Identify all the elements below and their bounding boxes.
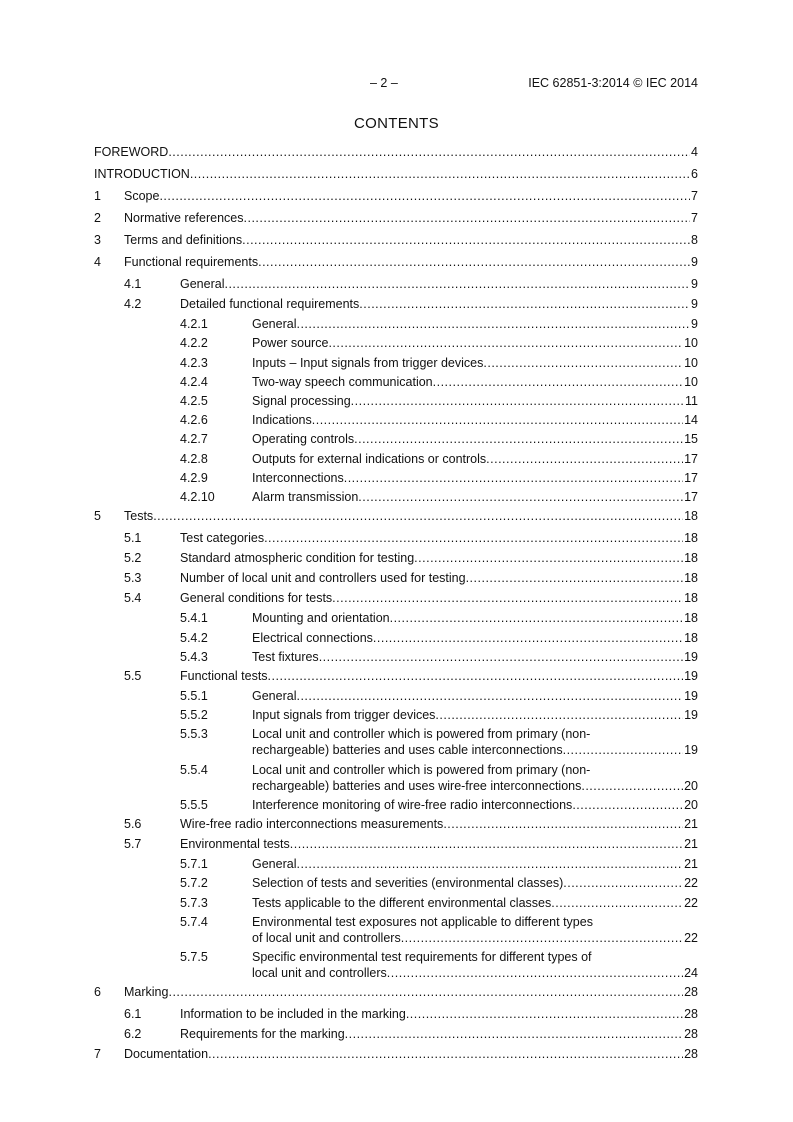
toc-entry-title: Environmental test exposures not applicable to different types — [252, 914, 593, 929]
toc-page-number: 19 — [684, 743, 698, 758]
toc-entry[interactable] — [94, 412, 698, 428]
toc-section-number: 4.2.4 — [180, 374, 208, 389]
toc-entry-title: General — [252, 317, 297, 332]
toc-dot-leader — [224, 276, 690, 292]
toc-entry-title: Number of local unit and controllers used for testing — [180, 571, 466, 586]
toc-section-number: 4.2.8 — [180, 451, 208, 466]
toc-entry-title: Indications — [252, 413, 312, 428]
toc-section-number: 4.2 — [124, 297, 142, 312]
toc-section-number: 6 — [94, 985, 101, 1000]
toc-entry-title: Inputs – Input signals from trigger devices — [252, 355, 484, 370]
toc-section-number: 2 — [94, 211, 101, 225]
toc-entry-title: Alarm transmission — [252, 489, 359, 504]
toc-page-number: 18 — [684, 531, 698, 546]
toc-entry-title: local unit and controllers — [252, 965, 387, 980]
toc-page-number: 19 — [684, 669, 698, 683]
toc-page-number: 6 — [691, 167, 698, 181]
toc-entry[interactable] — [94, 188, 698, 204]
toc-section-number: 5.7.1 — [180, 857, 208, 872]
toc-dot-leader — [159, 188, 690, 204]
toc-entry[interactable] — [94, 816, 698, 832]
toc-entry[interactable] — [94, 1006, 698, 1022]
toc-dot-leader — [572, 797, 683, 813]
toc-entry-title: General — [252, 857, 297, 872]
toc-page-number: 4 — [691, 145, 698, 159]
toc-entry[interactable] — [94, 166, 698, 182]
toc-entry[interactable] — [94, 914, 698, 946]
toc-page-number: 18 — [684, 551, 698, 566]
toc-section-number: 5.1 — [124, 531, 142, 546]
toc-dot-leader — [401, 930, 683, 946]
toc-dot-leader — [312, 412, 683, 428]
toc-dot-leader — [268, 668, 684, 684]
toc-entry[interactable] — [94, 489, 698, 505]
toc-dot-leader — [433, 374, 683, 390]
toc-entry-title: Interference monitoring of wire-free radio interconnections — [252, 797, 573, 812]
toc-section-number: 4.2.5 — [180, 393, 208, 408]
toc-section-number: 5.5.3 — [180, 727, 208, 742]
toc-entry[interactable] — [94, 316, 698, 332]
toc-page-number: 7 — [691, 189, 698, 203]
toc-entry-title: General — [252, 689, 297, 704]
toc-entry[interactable] — [94, 470, 698, 486]
toc-section-number: 5.3 — [124, 571, 142, 586]
toc-page-number: 18 — [684, 611, 698, 626]
toc-page-number: 28 — [684, 1027, 698, 1042]
toc-dot-leader — [296, 316, 690, 332]
toc-page-number: 15 — [684, 432, 698, 447]
toc-entry-title: Outputs for external indications or controls — [252, 451, 487, 466]
toc-page-number: 10 — [684, 355, 698, 370]
toc-entry[interactable] — [94, 1026, 698, 1042]
toc-entry-title: Test fixtures — [252, 649, 319, 664]
toc-dot-leader — [387, 965, 683, 981]
toc-section-number: 5.4.1 — [180, 611, 208, 626]
toc-entry-title: General conditions for tests — [180, 591, 333, 606]
toc-page-number: 20 — [684, 797, 698, 812]
toc-entry[interactable] — [94, 610, 698, 626]
toc-page-number: 17 — [684, 451, 698, 466]
toc-section-number: 5.5.2 — [180, 708, 208, 723]
toc-entry-title: Environmental tests — [180, 837, 290, 852]
toc-section-number: 4.2.3 — [180, 355, 208, 370]
toc-entry-title: Specific environmental test requirements for different types of — [252, 949, 592, 964]
toc-entry[interactable] — [94, 276, 698, 292]
toc-dot-leader — [290, 836, 683, 852]
toc-page-number: 19 — [684, 649, 698, 664]
toc-entry-title: Functional tests — [180, 669, 268, 683]
toc-entry[interactable] — [94, 570, 698, 586]
toc-entry[interactable] — [94, 797, 698, 813]
toc-entry-title: Mounting and orientation — [252, 611, 390, 626]
toc-entry[interactable] — [94, 355, 698, 371]
toc-dot-leader — [168, 144, 690, 160]
toc-section-number: 3 — [94, 233, 101, 247]
toc-page-number: 18 — [684, 630, 698, 645]
toc-entry[interactable] — [94, 856, 698, 872]
toc-entry[interactable] — [94, 688, 698, 704]
toc-page-number: 28 — [684, 1007, 698, 1022]
page-number: – 2 – — [370, 76, 398, 90]
toc-entry-title: Operating controls — [252, 432, 355, 447]
toc-entry-title: Interconnections — [252, 470, 344, 485]
table-of-contents — [94, 144, 698, 1068]
toc-page-number: 9 — [691, 255, 698, 269]
toc-section-number: 4.2.7 — [180, 432, 208, 447]
toc-dot-leader — [242, 232, 690, 248]
toc-section-number: 4.2.1 — [180, 317, 208, 332]
toc-dot-leader — [551, 895, 683, 911]
toc-entry-title: Standard atmospheric condition for testing — [180, 551, 415, 566]
toc-section-number: 5.5.1 — [180, 689, 208, 704]
toc-entry-title: Terms and definitions — [124, 233, 243, 247]
toc-entry-title: General — [180, 277, 225, 291]
toc-page-number: 20 — [684, 778, 698, 793]
toc-page-number: 22 — [684, 895, 698, 910]
toc-dot-leader — [332, 590, 683, 606]
toc-page-number: 21 — [684, 817, 698, 832]
toc-dot-leader — [351, 393, 684, 409]
toc-entry[interactable] — [94, 431, 698, 447]
toc-entry-title: Tests applicable to the different environmental classes — [252, 895, 552, 910]
toc-dot-leader — [483, 355, 683, 371]
toc-entry[interactable] — [94, 949, 698, 981]
toc-entry-title: rechargeable) batteries and uses cable interconnections — [252, 743, 563, 758]
toc-page-number: 8 — [691, 233, 698, 247]
toc-page-number: 10 — [684, 336, 698, 351]
toc-dot-leader — [153, 508, 683, 524]
toc-page-number: 18 — [684, 591, 698, 606]
toc-dot-leader — [414, 550, 683, 566]
toc-page-number: 24 — [684, 965, 698, 980]
toc-entry-title: Normative references — [124, 211, 244, 225]
toc-section-number: 5.7.5 — [180, 949, 208, 964]
toc-entry[interactable] — [94, 836, 698, 852]
toc-page-number: 21 — [684, 857, 698, 872]
toc-page-number: 18 — [684, 509, 698, 524]
toc-entry[interactable] — [94, 374, 698, 390]
toc-dot-leader — [435, 707, 683, 723]
toc-dot-leader — [373, 630, 683, 646]
toc-section-number: 4.2.9 — [180, 470, 208, 485]
toc-section-number: 5.2 — [124, 551, 142, 566]
toc-entry[interactable] — [94, 630, 698, 646]
toc-section-number: 5.4.3 — [180, 649, 208, 664]
toc-dot-leader — [264, 530, 683, 546]
toc-page-number: 19 — [684, 708, 698, 723]
toc-page-number: 21 — [684, 837, 698, 852]
toc-entry-title: Electrical connections — [252, 630, 373, 645]
toc-page-number: 17 — [684, 489, 698, 504]
toc-entry-title: Detailed functional requirements — [180, 297, 360, 312]
toc-entry-title: Input signals from trigger devices — [252, 708, 436, 723]
toc-entry-title: Marking — [124, 985, 169, 1000]
toc-entry-title: Power source — [252, 336, 329, 351]
toc-entry-title: Two-way speech communication — [252, 374, 433, 389]
toc-section-number: 5.4.2 — [180, 630, 208, 645]
toc-section-number: 5.7.3 — [180, 895, 208, 910]
toc-section-number: 4.2.6 — [180, 413, 208, 428]
toc-entry[interactable] — [94, 254, 698, 270]
toc-dot-leader — [406, 1006, 683, 1022]
toc-entry[interactable] — [94, 668, 698, 684]
toc-entry[interactable] — [94, 296, 698, 312]
toc-dot-leader — [443, 816, 683, 832]
toc-section-number: 6.2 — [124, 1027, 142, 1042]
toc-entry-title: Local unit and controller which is powered from primary (non- — [252, 762, 591, 777]
toc-entry-title: Functional requirements — [124, 255, 259, 269]
toc-entry[interactable] — [94, 590, 698, 606]
toc-page-number: 18 — [684, 571, 698, 586]
toc-section-number: 5.5 — [124, 669, 142, 683]
toc-dot-leader — [359, 296, 690, 312]
toc-entry[interactable] — [94, 726, 698, 758]
toc-section-number: 5.7.2 — [180, 876, 208, 891]
toc-page-number: 9 — [691, 297, 698, 312]
toc-dot-leader — [358, 489, 683, 505]
toc-dot-leader — [354, 431, 683, 447]
toc-section-number: 5 — [94, 509, 101, 524]
toc-page-number: 22 — [684, 876, 698, 891]
toc-section-number: 4.2.2 — [180, 336, 208, 351]
page-title: CONTENTS — [354, 115, 439, 132]
toc-section-number: 4 — [94, 255, 101, 269]
toc-section-number: 5.7 — [124, 837, 142, 852]
toc-page-number: 17 — [684, 470, 698, 485]
toc-section-number: 4.2.10 — [180, 489, 215, 504]
toc-dot-leader — [208, 1046, 683, 1062]
toc-page-number: 9 — [691, 317, 698, 332]
toc-entry[interactable] — [94, 530, 698, 546]
toc-entry-title: INTRODUCTION — [94, 167, 190, 181]
toc-page-number: 9 — [691, 277, 698, 291]
toc-entry[interactable] — [94, 550, 698, 566]
standard-reference: IEC 62851-3:2014 © IEC 2014 — [528, 76, 698, 90]
toc-dot-leader — [344, 470, 683, 486]
toc-page-number: 11 — [685, 393, 698, 408]
toc-dot-leader — [486, 451, 683, 467]
toc-entry[interactable] — [94, 393, 698, 409]
toc-dot-leader — [190, 166, 690, 182]
toc-entry-title: Signal processing — [252, 393, 351, 408]
toc-dot-leader — [390, 610, 683, 626]
toc-page-number: 19 — [684, 689, 698, 704]
toc-entry-title: Test categories — [180, 531, 265, 546]
toc-entry-title: FOREWORD — [94, 145, 169, 159]
toc-dot-leader — [563, 875, 683, 891]
toc-entry-title: Wire-free radio interconnections measurements — [180, 817, 444, 832]
toc-entry[interactable] — [94, 875, 698, 891]
toc-page-number: 22 — [684, 930, 698, 945]
toc-dot-leader — [244, 210, 691, 226]
toc-section-number: 5.4 — [124, 591, 142, 606]
toc-section-number: 5.6 — [124, 817, 142, 832]
toc-entry-title: rechargeable) batteries and uses wire-free interconnections — [252, 778, 582, 793]
toc-dot-leader — [296, 856, 683, 872]
toc-entry[interactable] — [94, 762, 698, 794]
toc-dot-leader — [328, 335, 683, 351]
toc-entry[interactable] — [94, 895, 698, 911]
toc-entry-title: Requirements for the marking — [180, 1027, 345, 1042]
toc-section-number: 6.1 — [124, 1007, 142, 1022]
toc-entry-title: Tests — [124, 509, 154, 524]
toc-entry-title: of local unit and controllers — [252, 930, 401, 945]
toc-dot-leader — [168, 984, 683, 1000]
toc-entry[interactable] — [94, 210, 698, 226]
toc-entry-title: Scope — [124, 189, 160, 203]
toc-dot-leader — [345, 1026, 683, 1042]
toc-section-number: 1 — [94, 189, 101, 203]
toc-entry[interactable] — [94, 508, 698, 524]
toc-entry-title: Local unit and controller which is powered from primary (non- — [252, 727, 591, 742]
toc-entry-title: Information to be included in the marking — [180, 1007, 406, 1022]
toc-entry[interactable] — [94, 1046, 698, 1062]
toc-entry-title: Selection of tests and severities (environmental classes) — [252, 876, 564, 891]
toc-dot-leader — [563, 742, 683, 758]
toc-dot-leader — [258, 254, 690, 270]
toc-dot-leader — [296, 688, 683, 704]
toc-entry[interactable] — [94, 232, 698, 248]
toc-page-number: 28 — [684, 1047, 698, 1062]
toc-section-number: 5.7.4 — [180, 914, 208, 929]
toc-dot-leader — [466, 570, 684, 586]
toc-entry[interactable] — [94, 335, 698, 351]
toc-section-number: 7 — [94, 1047, 101, 1062]
toc-entry-title: Documentation — [124, 1047, 209, 1062]
toc-page-number: 28 — [684, 985, 698, 1000]
toc-entry[interactable] — [94, 649, 698, 665]
toc-page-number: 10 — [684, 374, 698, 389]
toc-dot-leader — [581, 778, 683, 794]
toc-entry[interactable] — [94, 144, 698, 160]
toc-dot-leader — [319, 649, 683, 665]
toc-section-number: 4.1 — [124, 277, 142, 291]
toc-entry[interactable] — [94, 707, 698, 723]
toc-section-number: 5.5.5 — [180, 797, 208, 812]
toc-entry[interactable] — [94, 984, 698, 1000]
toc-page-number: 7 — [691, 211, 698, 225]
toc-entry[interactable] — [94, 451, 698, 467]
toc-page-number: 14 — [684, 413, 698, 428]
toc-section-number: 5.5.4 — [180, 762, 208, 777]
